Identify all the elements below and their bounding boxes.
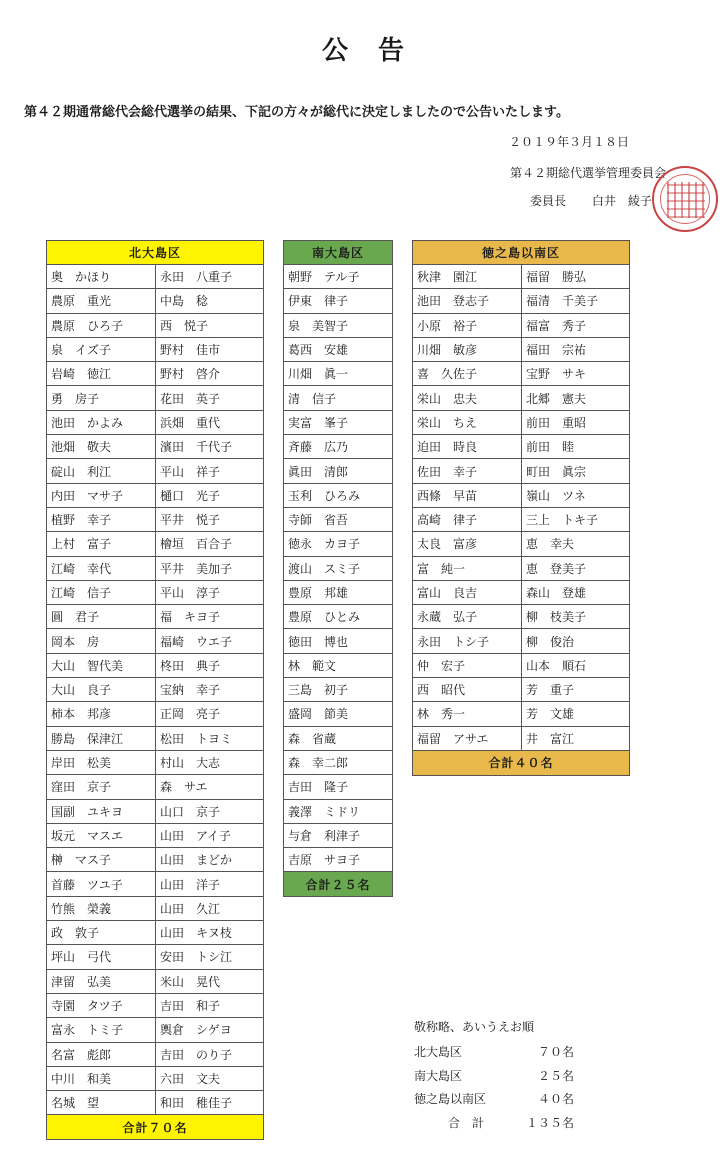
member-name: 岸田 松美 — [51, 756, 112, 771]
member-name: 泉 美智子 — [288, 318, 349, 333]
table-row — [47, 1018, 263, 1042]
member-name: 寺師 省吾 — [288, 513, 349, 528]
member-name: 山田 キヌ枝 — [155, 921, 263, 944]
member-name: 永田 八重子 — [155, 265, 263, 288]
member-name: 永蔵 弘子 — [417, 610, 478, 625]
member-name: 柳 俊治 — [521, 629, 629, 652]
district-table-north — [46, 240, 264, 1140]
member-name: 森山 登雄 — [521, 581, 629, 604]
member-name: 山田 久江 — [155, 897, 263, 920]
table-row — [47, 605, 263, 629]
table-row — [284, 800, 392, 824]
member-name: 浜畑 重代 — [155, 411, 263, 434]
member-name: 吉田 隆子 — [288, 780, 349, 795]
member-name: 富永 トミ子 — [51, 1023, 124, 1038]
member-name: 花田 英子 — [155, 386, 263, 409]
member-name: 窪田 京子 — [51, 780, 112, 795]
member-name: 農原 ひろ子 — [51, 318, 124, 333]
table-row — [47, 848, 263, 872]
table-row — [284, 386, 392, 410]
table-row — [284, 678, 392, 702]
table-row — [413, 289, 629, 313]
member-name: 輿倉 シゲヨ — [155, 1018, 263, 1041]
member-name: 迫田 時良 — [417, 440, 478, 455]
table-row — [413, 629, 629, 653]
member-name: 朝野 テル子 — [288, 270, 360, 285]
member-name: 西條 早苗 — [417, 488, 478, 503]
table-row — [47, 678, 263, 702]
member-name: 松田 トヨミ — [155, 727, 263, 750]
table-row — [47, 508, 263, 532]
district-table-south — [283, 240, 393, 897]
table-row — [47, 338, 263, 362]
table-row — [284, 702, 392, 726]
seal-mark — [667, 182, 705, 218]
table-row — [413, 362, 629, 386]
member-name: 中川 和美 — [51, 1071, 112, 1086]
chair-name: 白井 綾子 — [591, 194, 652, 208]
table-row — [47, 1067, 263, 1091]
table-row — [413, 581, 629, 605]
table-row — [47, 921, 263, 945]
member-name: 池田 かよみ — [51, 415, 124, 430]
member-name: 栄山 ちえ — [417, 415, 478, 430]
member-name: 前田 睦 — [521, 435, 629, 458]
table-row — [413, 459, 629, 483]
table-row — [413, 435, 629, 459]
table-row — [284, 435, 392, 459]
member-name: 山田 まどか — [155, 848, 263, 871]
summary-row — [414, 1064, 574, 1088]
summary-value: ４０名 — [537, 1092, 574, 1107]
member-name: 山口 京子 — [155, 800, 263, 823]
table-row — [47, 702, 263, 726]
member-name: 井 富江 — [521, 727, 629, 750]
member-name: 正岡 亮子 — [155, 702, 263, 725]
member-name: 勇 房子 — [51, 391, 100, 406]
summary-total-row — [414, 1111, 574, 1135]
table-row — [47, 751, 263, 775]
member-name: 森 サエ — [155, 775, 263, 798]
table-row — [284, 411, 392, 435]
district-total-tokunoshima: 合計４０名 — [413, 751, 629, 775]
member-name: 寺園 タツ子 — [51, 999, 123, 1014]
table-row — [47, 824, 263, 848]
table-row — [47, 1043, 263, 1067]
table-row — [47, 484, 263, 508]
table-row — [413, 411, 629, 435]
summary-value: ７０名 — [537, 1045, 574, 1060]
member-name: 碇山 利江 — [51, 464, 112, 479]
member-name: 渡山 スミ子 — [288, 561, 361, 576]
table-row — [413, 338, 629, 362]
member-name: 福留 勝弘 — [521, 265, 629, 288]
member-name: 高崎 律子 — [417, 513, 478, 528]
table-row — [47, 872, 263, 896]
member-name: 池田 登志子 — [417, 294, 490, 309]
member-name: 佐田 幸子 — [417, 464, 478, 479]
table-row — [47, 1091, 263, 1115]
summary-row — [414, 1040, 574, 1064]
table-row — [47, 459, 263, 483]
member-name: 町田 眞宗 — [521, 459, 629, 482]
member-name: 平井 悦子 — [155, 508, 263, 531]
table-row — [47, 727, 263, 751]
member-name: 吉田 のり子 — [155, 1043, 263, 1066]
table-row — [413, 605, 629, 629]
summary-row — [414, 1087, 574, 1111]
table-row — [47, 581, 263, 605]
member-name: 西 悦子 — [155, 314, 263, 337]
table-row — [47, 411, 263, 435]
member-name: 宝野 サキ — [521, 362, 629, 385]
member-name: 秋津 園江 — [417, 270, 478, 285]
member-name: 山田 洋子 — [155, 872, 263, 895]
member-name: 嶺山 ツネ — [521, 484, 629, 507]
member-name: 林 秀一 — [417, 707, 466, 722]
member-name: 永田 トシ子 — [417, 634, 490, 649]
member-name: 檜垣 百合子 — [155, 532, 263, 555]
table-row — [413, 484, 629, 508]
table-row — [47, 362, 263, 386]
member-name: 葛西 安雄 — [288, 343, 349, 358]
district-table-tokunoshima — [412, 240, 630, 776]
table-row — [284, 848, 392, 872]
table-row — [47, 557, 263, 581]
member-name: 津留 弘美 — [51, 974, 112, 989]
member-name: 徳永 カヨ子 — [288, 537, 361, 552]
table-row — [284, 459, 392, 483]
table-row — [413, 532, 629, 556]
district-rows-north — [47, 265, 263, 1115]
member-name: 玉利 ひろみ — [288, 488, 361, 503]
member-name: 坪山 弓代 — [51, 950, 112, 965]
table-row — [284, 314, 392, 338]
member-name: 徳田 博也 — [288, 634, 349, 649]
table-row — [47, 800, 263, 824]
member-name: 勝島 保津江 — [51, 731, 124, 746]
table-row — [47, 654, 263, 678]
table-row — [413, 678, 629, 702]
table-row — [47, 994, 263, 1018]
member-name: 政 敦子 — [51, 926, 100, 941]
table-row — [284, 824, 392, 848]
table-row — [284, 751, 392, 775]
member-name: 大山 良子 — [51, 683, 112, 698]
summary-value: ２５名 — [537, 1068, 574, 1083]
member-name: 喜 久佐子 — [417, 367, 478, 382]
member-name: 米山 晃代 — [155, 970, 263, 993]
summary-label: 徳之島以南区 — [414, 1092, 487, 1107]
member-name: 富 純一 — [417, 561, 466, 576]
member-name: 坂元 マスエ — [51, 828, 124, 843]
table-row — [413, 557, 629, 581]
member-name: 森 省蔵 — [288, 731, 337, 746]
member-name: 柳 枝美子 — [521, 605, 629, 628]
member-name: 安田 トシ江 — [155, 945, 263, 968]
member-name: 仲 宏子 — [417, 658, 466, 673]
summary-label: 南大島区 — [414, 1068, 463, 1083]
member-name: 吉田 和子 — [155, 994, 263, 1017]
summary-value: １３５名 — [525, 1115, 574, 1130]
member-name: 江崎 信子 — [51, 586, 112, 600]
member-name: 与倉 利津子 — [288, 828, 361, 843]
table-row — [47, 289, 263, 313]
member-name: 大山 智代美 — [51, 658, 124, 673]
member-name: 山田 アイ子 — [155, 824, 263, 847]
member-name: 内田 マサ子 — [51, 488, 124, 503]
member-name: 村山 大志 — [155, 751, 263, 774]
summary-label: 合 計 — [448, 1115, 485, 1130]
district-header-north: 北大島区 — [47, 241, 263, 265]
committee-chair — [530, 192, 652, 209]
table-row — [47, 629, 263, 653]
member-name: 柿本 邦彦 — [51, 707, 112, 722]
table-row — [284, 508, 392, 532]
table-row — [413, 508, 629, 532]
table-row — [284, 775, 392, 799]
member-name: 農原 重光 — [51, 294, 112, 309]
table-row — [47, 435, 263, 459]
member-name: 樋口 光子 — [155, 484, 263, 507]
member-name: 富山 良吉 — [417, 586, 478, 600]
member-name: 伊東 律子 — [288, 294, 349, 309]
table-row — [284, 605, 392, 629]
member-name: 北郷 憲夫 — [521, 386, 629, 409]
table-row — [47, 314, 263, 338]
member-name: 福田 宗祐 — [521, 338, 629, 361]
member-name: 首藤 ツユ子 — [51, 877, 123, 892]
member-name: 清 信子 — [288, 391, 337, 406]
summary-label: 北大島区 — [414, 1045, 463, 1060]
member-name: 中島 稔 — [155, 289, 263, 312]
table-row — [284, 265, 392, 289]
member-name: 福富 秀子 — [521, 314, 629, 337]
district-header-tokunoshima: 徳之島以南区 — [413, 241, 629, 265]
member-name: 奥 かほり — [51, 270, 112, 285]
table-row — [413, 654, 629, 678]
member-name: 恵 幸夫 — [521, 532, 629, 555]
member-name: 江崎 幸代 — [51, 561, 112, 576]
member-name: 実富 峯子 — [288, 415, 349, 430]
member-name: 濱田 千代子 — [155, 435, 263, 458]
table-row — [47, 945, 263, 969]
member-name: 池畑 敬夫 — [51, 440, 112, 455]
member-name: 岡本 房 — [51, 634, 100, 649]
member-name: 柊田 典子 — [155, 654, 263, 677]
member-name: 福留 アサエ — [417, 731, 489, 746]
member-name: 三上 トキ子 — [521, 508, 629, 531]
member-name: 福崎 ウエ子 — [155, 629, 263, 652]
member-name: 森 幸二郎 — [288, 756, 349, 771]
member-name: 小原 裕子 — [417, 318, 478, 333]
district-rows-tokunoshima — [413, 265, 629, 751]
member-name: 圓 君子 — [51, 610, 100, 625]
chair-title: 委員長 — [530, 194, 567, 208]
district-total-south: 合計２５名 — [284, 872, 392, 896]
member-name: 榊 マス子 — [51, 853, 112, 868]
table-row — [284, 532, 392, 556]
member-name: 芳 文雄 — [521, 702, 629, 725]
member-name: 名城 望 — [51, 1096, 100, 1111]
member-name: 太良 富彦 — [417, 537, 478, 552]
table-row — [284, 557, 392, 581]
member-name: 川畑 眞一 — [288, 367, 349, 382]
member-name: 山本 順石 — [521, 654, 629, 677]
table-row — [47, 775, 263, 799]
member-name: 宝納 幸子 — [155, 678, 263, 701]
member-name: 植野 幸子 — [51, 513, 112, 528]
member-name: 義澤 ミドリ — [288, 804, 361, 819]
member-name: 福清 千美子 — [521, 289, 629, 312]
member-name: 林 範文 — [288, 658, 337, 673]
table-row — [413, 265, 629, 289]
official-seal — [652, 166, 718, 232]
member-name: 前田 重昭 — [521, 411, 629, 434]
table-row — [413, 727, 629, 751]
table-row — [284, 338, 392, 362]
summary-block — [414, 1018, 574, 1134]
committee-name: 第４２期総代選挙管理委員会 — [510, 166, 667, 180]
notice-date: ２０１９年３月１８日 — [509, 135, 630, 149]
member-name: 平山 祥子 — [155, 459, 263, 482]
table-row — [413, 702, 629, 726]
member-name: 名富 彪郎 — [51, 1047, 112, 1062]
member-name: 和田 稚佳子 — [155, 1091, 263, 1114]
table-row — [47, 897, 263, 921]
member-name: 豊原 ひとみ — [288, 610, 361, 625]
district-total-north: 合計７０名 — [47, 1115, 263, 1139]
table-row — [284, 484, 392, 508]
member-name: 豊原 邦雄 — [288, 586, 349, 600]
table-row — [284, 289, 392, 313]
notice-text: 第４２期通常総代会総代選挙の結果、下記の方々が総代に決定しましたので公告いたします。 — [24, 105, 569, 120]
table-row — [413, 386, 629, 410]
table-row — [284, 654, 392, 678]
member-name: 福 キヨ子 — [155, 605, 263, 628]
table-row — [284, 629, 392, 653]
member-name: 平山 淳子 — [155, 581, 263, 604]
table-row — [47, 970, 263, 994]
table-row — [284, 727, 392, 751]
member-name: 吉原 サヨ子 — [288, 853, 361, 868]
table-row — [284, 581, 392, 605]
member-name: 斉藤 広乃 — [288, 440, 349, 455]
member-name: 眞田 清郎 — [288, 464, 349, 479]
table-row — [47, 532, 263, 556]
member-name: 芳 重子 — [521, 678, 629, 701]
member-name: 国副 ユキヨ — [51, 804, 124, 819]
member-name: 平井 美加子 — [155, 557, 263, 580]
member-name: 川畑 敏彦 — [417, 343, 478, 358]
member-name: 盛岡 節美 — [288, 707, 349, 722]
table-row — [47, 386, 263, 410]
summary-note: 敬称略、あいうえお順 — [414, 1020, 535, 1034]
table-row — [284, 362, 392, 386]
table-row — [413, 314, 629, 338]
district-header-south: 南大島区 — [284, 241, 392, 265]
member-name: 岩崎 徳江 — [51, 367, 112, 382]
member-name: 西 昭代 — [417, 683, 466, 698]
member-name: 三島 初子 — [288, 683, 349, 698]
table-row — [47, 265, 263, 289]
member-name: 泉 イズ子 — [51, 343, 111, 358]
district-rows-south — [284, 265, 392, 872]
member-name: 六田 文夫 — [155, 1067, 263, 1090]
member-name: 竹熊 榮義 — [51, 901, 112, 916]
page-title: 公 告 — [321, 36, 406, 66]
member-name: 上村 富子 — [51, 537, 112, 552]
member-name: 恵 登美子 — [521, 557, 629, 580]
member-name: 栄山 忠夫 — [417, 391, 478, 406]
member-name: 野村 佳市 — [155, 338, 263, 361]
member-name: 野村 啓介 — [155, 362, 263, 385]
